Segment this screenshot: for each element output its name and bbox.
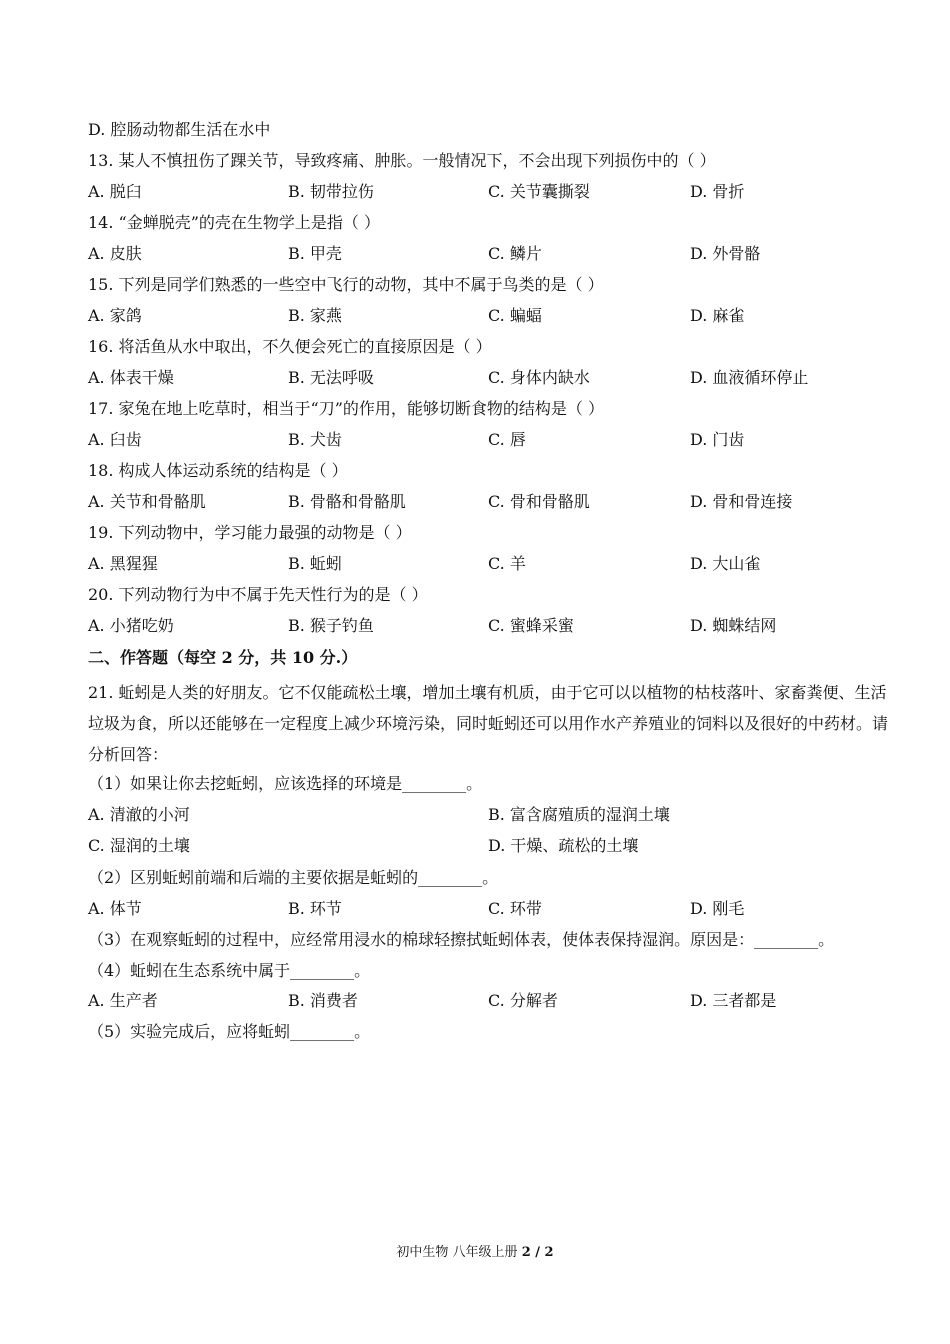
- question-text: 20. 下列动物行为中不属于先天性行为的是（ ）: [88, 585, 428, 604]
- answer-option: B. 犬齿: [288, 430, 342, 449]
- answer-option: A. 皮肤: [88, 244, 142, 263]
- answer-option: A. 小猪吃奶: [88, 616, 174, 635]
- answer-option: A. 关节和骨骼肌: [88, 492, 206, 511]
- question-text: D. 腔肠动物都生活在水中: [88, 120, 271, 139]
- answer-option: C. 羊: [488, 554, 526, 573]
- answer-option: C. 鳞片: [488, 244, 542, 263]
- footer-page-number: 2 / 2: [521, 1245, 554, 1260]
- answer-option: B. 骨骼和骨骼肌: [288, 492, 406, 511]
- answer-option: C. 湿润的土壤: [88, 836, 190, 855]
- answer-option: C. 身体内缺水: [488, 368, 590, 387]
- question-text: 16. 将活鱼从水中取出，不久便会死亡的直接原因是（ ）: [88, 337, 492, 356]
- question-text: （4）蚯蚓在生态系统中属于________。: [88, 961, 371, 980]
- answer-option: D. 血液循环停止: [690, 368, 809, 387]
- answer-option: A. 黑猩猩: [88, 554, 158, 573]
- answer-option: D. 蜘蛛结网: [690, 616, 777, 635]
- question-text: 19. 下列动物中，学习能力最强的动物是（ ）: [88, 523, 412, 542]
- question-text: （1）如果让你去挖蚯蚓，应该选择的环境是________。: [88, 774, 483, 793]
- question-text: 18. 构成人体运动系统的结构是（ ）: [88, 461, 348, 480]
- answer-option: A. 体表干燥: [88, 368, 174, 387]
- answer-option: B. 消费者: [288, 991, 358, 1010]
- answer-option: B. 猴子钓鱼: [288, 616, 374, 635]
- answer-option: B. 甲壳: [288, 244, 342, 263]
- answer-option: C. 分解者: [488, 991, 558, 1010]
- answer-option: D. 大山雀: [690, 554, 761, 573]
- question-paragraph: 21. 蚯蚓是人类的好朋友。它不仅能疏松土壤，增加土壤有机质，由于它可以以植物的枯枝落叶、家畜粪便、生活垃圾为食，所以还能够在一定程度上减少环境污染，同时蚯蚓还可以用作水产养殖业的饲料以及很好的中药材。请分析回答：: [88, 683, 889, 764]
- answer-option: C. 骨和骨骼肌: [488, 492, 590, 511]
- answer-option: A. 生产者: [88, 991, 158, 1010]
- answer-option: B. 家燕: [288, 306, 342, 325]
- answer-option: C. 关节囊撕裂: [488, 182, 590, 201]
- answer-option: D. 外骨骼: [690, 244, 761, 263]
- answer-option: D. 骨和骨连接: [690, 492, 793, 511]
- question-text: （5）实验完成后，应将蚯蚓________。: [88, 1022, 371, 1041]
- answer-option: B. 无法呼吸: [288, 368, 374, 387]
- section-heading: 二、作答题（每空 2 分，共 10 分.）: [88, 648, 358, 667]
- page-footer: [0, 1243, 950, 1263]
- question-text: 14. “金蝉脱壳”的壳在生物学上是指（ ）: [88, 213, 380, 232]
- answer-option: D. 干燥、疏松的土壤: [488, 836, 639, 855]
- question-text: 13. 某人不慎扭伤了踝关节，导致疼痛、肿胀。一般情况下，不会出现下列损伤中的（ ）: [88, 151, 716, 170]
- answer-option: B. 富含腐殖质的湿润土壤: [488, 805, 670, 824]
- answer-option: A. 臼齿: [88, 430, 142, 449]
- answer-option: D. 骨折: [690, 182, 745, 201]
- answer-option: B. 韧带拉伤: [288, 182, 374, 201]
- answer-option: C. 蝙蝠: [488, 306, 542, 325]
- question-text: 15. 下列是同学们熟悉的一些空中飞行的动物，其中不属于鸟类的是（ ）: [88, 275, 604, 294]
- question-text: 17. 家兔在地上吃草时，相当于“刀”的作用，能够切断食物的结构是（ ）: [88, 399, 604, 418]
- answer-option: D. 门齿: [690, 430, 745, 449]
- answer-option: B. 蚯蚓: [288, 554, 342, 573]
- answer-option: A. 体节: [88, 899, 142, 918]
- answer-option: D. 刚毛: [690, 899, 745, 918]
- answer-option: C. 蜜蜂采蜜: [488, 616, 574, 635]
- answer-option: C. 环带: [488, 899, 542, 918]
- answer-option: A. 脱臼: [88, 182, 142, 201]
- answer-option: A. 家鸽: [88, 306, 142, 325]
- answer-option: B. 环节: [288, 899, 342, 918]
- question-text: （3）在观察蚯蚓的过程中，应经常用浸水的棉球轻擦拭蚯蚓体表，使体表保持湿润。原因是：________。: [88, 930, 835, 949]
- question-text: （2）区别蚯蚓前端和后端的主要依据是蚯蚓的________。: [88, 868, 499, 887]
- answer-option: C. 唇: [488, 430, 526, 449]
- answer-option: D. 三者都是: [690, 991, 777, 1010]
- footer-course: 初中生物 八年级上册: [396, 1245, 522, 1260]
- answer-option: A. 清澈的小河: [88, 805, 190, 824]
- answer-option: D. 麻雀: [690, 306, 745, 325]
